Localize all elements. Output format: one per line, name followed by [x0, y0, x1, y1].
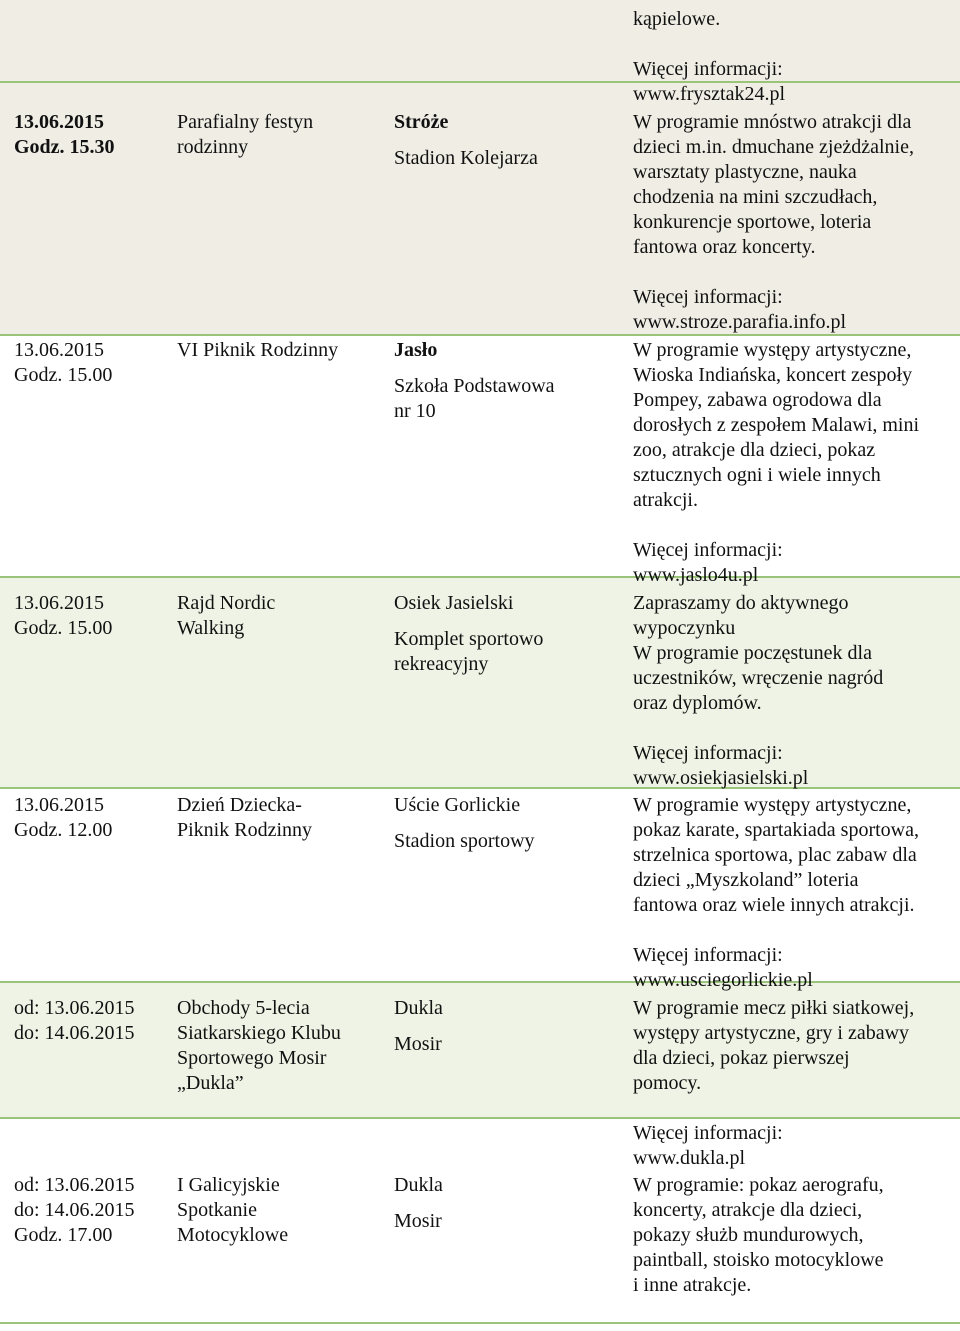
more-info-link[interactable]: www.usciegorlickie.pl: [633, 969, 813, 991]
event-place: [394, 996, 622, 1057]
event-town: Dukla: [394, 997, 443, 1019]
previous-row-description-tail: [633, 7, 955, 107]
event-town: Stróże: [394, 111, 449, 133]
event-name: Dzień Dziecka- Piknik Rodzinny: [177, 794, 313, 841]
description-line: kąpielowe.: [633, 8, 721, 30]
more-info-label: Więcej informacji:: [633, 742, 783, 764]
event-date: 13.06.2015 Godz. 15.00: [14, 592, 113, 639]
more-info-link[interactable]: www.stroze.parafia.info.pl: [633, 311, 847, 333]
more-info-link[interactable]: www.jaslo4u.pl: [633, 564, 759, 586]
event-date: od: 13.06.2015 do: 14.06.2015: [14, 997, 135, 1044]
event-place: [394, 793, 622, 854]
event-venue: Mosir: [394, 1210, 442, 1232]
event-name: Parafialny festyn rodzinny: [177, 111, 314, 158]
event-town: Osiek Jasielski: [394, 592, 514, 614]
event-town: Uście Gorlickie: [394, 794, 521, 816]
more-info-link[interactable]: www.frysztak24.pl: [633, 83, 786, 105]
more-info-label: Więcej informacji:: [633, 944, 783, 966]
event-town: Dukla: [394, 1174, 443, 1196]
event-description: W programie występy artystyczne, Wioska Indiańska, koncert zespoły Pompey, zabawa ogrodowa dla dorosłych z zespołem Malawi, mini zoo, atrakcje dla dzieci, pokaz sztucznych ogni i wiele innych atrakcji. Więcej informacji: www.jaslo4u.pl: [633, 338, 955, 588]
event-venue: Komplet sportowo: [394, 628, 544, 650]
more-info-label: Więcej informacji:: [633, 286, 783, 308]
event-venue: Szkoła Podstawowa: [394, 375, 555, 397]
event-place: Osiek Jasielski Komplet sportowo rekreacyjny: [394, 591, 622, 677]
event-venue: Mosir: [394, 1033, 442, 1055]
event-venue: Stadion Kolejarza: [394, 147, 538, 169]
more-info-label: Więcej informacji:: [633, 1122, 783, 1144]
event-name: VI Piknik Rodzinny: [177, 339, 339, 361]
more-info-link[interactable]: www.osiekjasielski.pl: [633, 767, 809, 789]
event-description: W programie mnóstwo atrakcji dla dzieci m.in. dmuchane zjeżdżalnie, warsztaty plastyczne, nauka chodzenia na mini szczudłach, konkurencje sportowe, loteria fantowa oraz koncerty. Więcej informacji: www.stroze.parafia.info.pl: [633, 110, 955, 335]
more-info-link[interactable]: www.dukla.pl: [633, 1147, 746, 1169]
event-description: W programie występy artystyczne, pokaz karate, spartakiada sportowa, strzelnica sportowa, plac zabaw dla dzieci „Myszkoland” loteria fantowa oraz wiele innych atrakcji. Więcej informacji: www.usciegorlickie.pl: [633, 793, 955, 993]
event-date: 13.06.2015 Godz. 12.00: [14, 794, 113, 841]
event-name: Obchody 5-lecia Siatkarskiego Klubu Sportowego Mosir „Dukla”: [177, 997, 341, 1094]
event-date: od: 13.06.2015 do: 14.06.2015 Godz. 17.00: [14, 1174, 135, 1246]
event-town: Jasło: [394, 339, 438, 361]
event-name: I Galicyjskie Spotkanie Motocyklowe: [177, 1174, 289, 1246]
event-name: Rajd Nordic Walking: [177, 592, 276, 639]
event-venue: Stadion sportowy: [394, 830, 535, 852]
more-info-label: Więcej informacji:: [633, 58, 783, 80]
event-place: [394, 110, 622, 171]
event-description: W programie: pokaz aerografu, koncerty, atrakcje dla dzieci, pokazy służb mundurowych, paintball, stoisko motocyklowe i inne atrakcje.: [633, 1174, 884, 1296]
event-description: W programie mecz piłki siatkowej, występy artystyczne, gry i zabawy dla dzieci, pokaz pierwszej pomocy. Więcej informacji: www.dukla.pl: [633, 996, 955, 1171]
event-description: Zapraszamy do aktywnego wypoczynku W programie poczęstunek dla uczestników, wręczenie nagród oraz dyplomów. Więcej informacji: www.osiekjasielski.pl: [633, 591, 955, 791]
event-date: 13.06.2015 Godz. 15.00: [14, 339, 113, 386]
more-info-label: Więcej informacji:: [633, 539, 783, 561]
event-place: [394, 1173, 622, 1234]
event-date: 13.06.2015 Godz. 15.30: [14, 111, 115, 158]
event-place: Jasło Szkoła Podstawowa nr 10: [394, 338, 622, 424]
row-divider: [0, 1322, 960, 1324]
